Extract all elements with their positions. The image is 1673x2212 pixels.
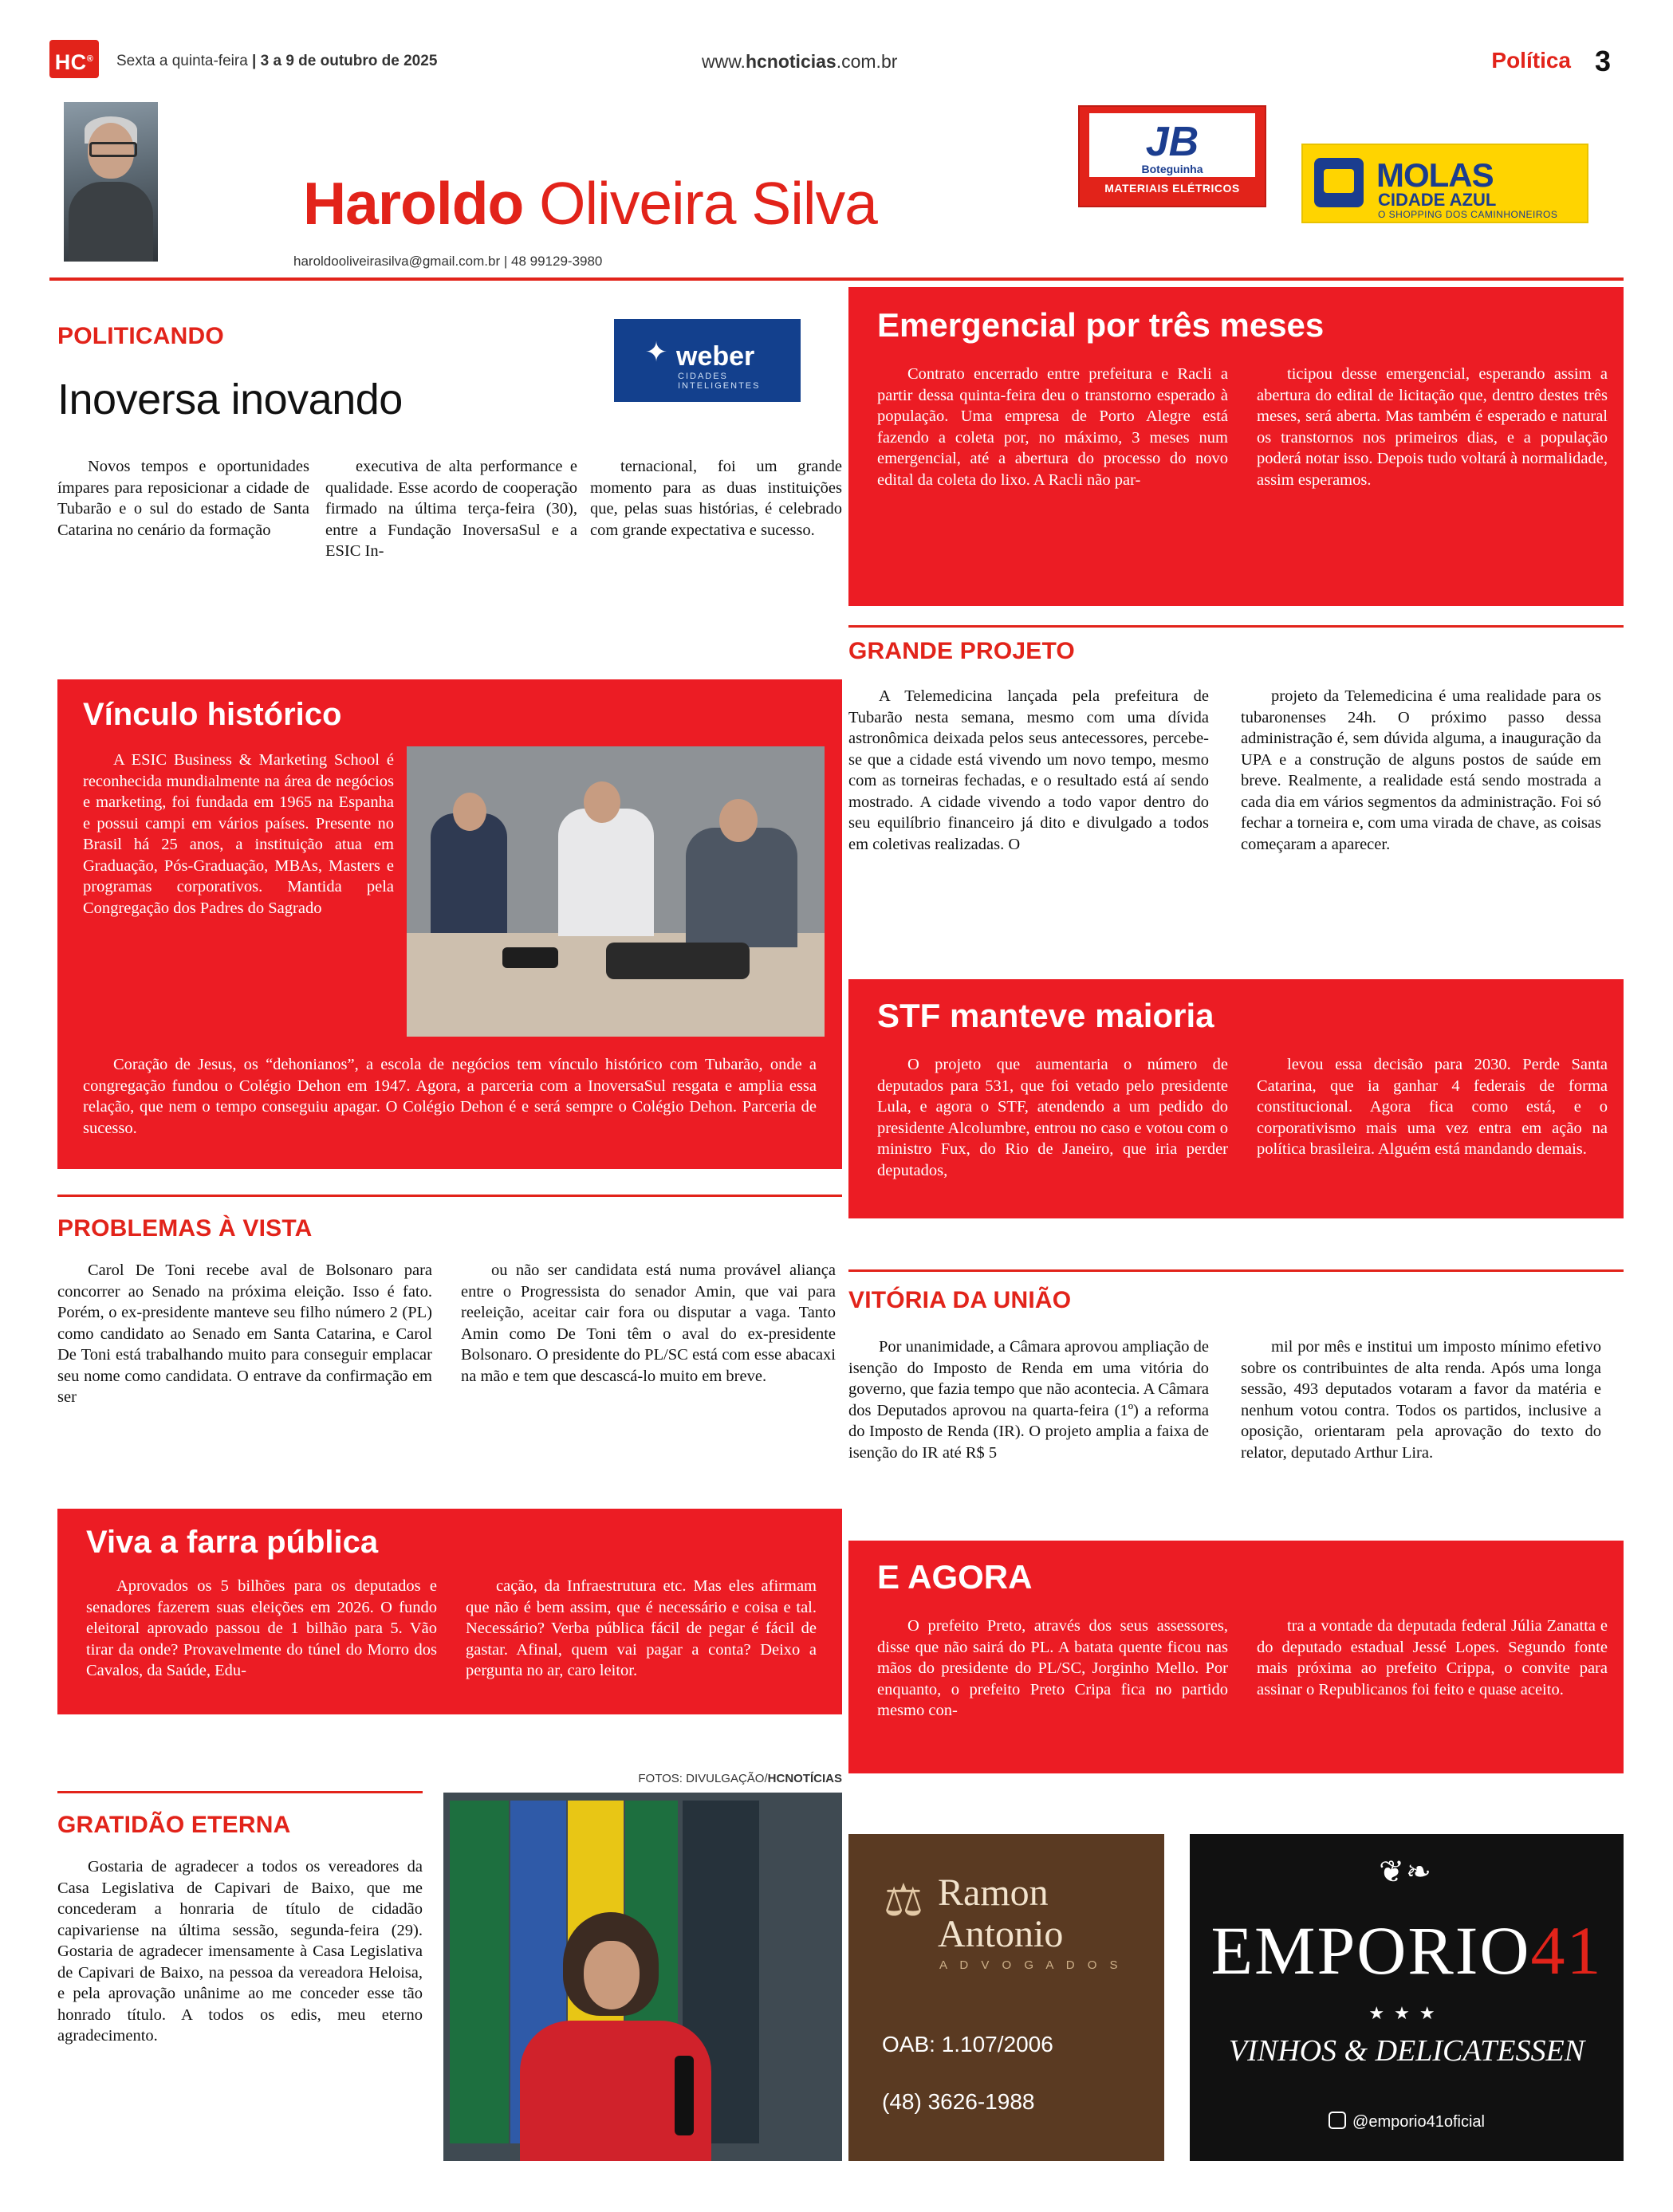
kicker-problemas-a-vista: PROBLEMAS À VISTA — [57, 1215, 313, 1242]
ad-jb-boteguinha[interactable] — [1078, 105, 1266, 207]
portrait-body — [69, 182, 153, 262]
stf-text-1: O projeto que aumentaria o número de deputados para 531, que foi vetado pelo presidente Lula, e agora o STF, atendendo a um pedido do presidente Alcolumbre, entrou no caso e votou com o ministro Fux, do Rio de Janeiro, que iria perder deputados, — [877, 1056, 1228, 1179]
box-vinculo-title: Vínculo histórico — [83, 697, 342, 732]
masthead — [0, 0, 1673, 120]
problemas-text-1: Carol De Toni recebe aval de Bolsonaro para concorrer ao Senado na próxima eleição. Isso é fato. Porém, o ex-presidente manteve seu filho número 2 (PL) como candidato ao Senado em Santa Catarina, e Carol De Toni está trabalhando muito para conseguir emplacar seu nome como candidata. O entrave da confirmação em ser — [57, 1261, 432, 1406]
farra-text-1: Aprovados os 5 bilhões para os deputados e senadores fazerem suas eleições em 2026. O fundo eleitoral aprovado passou de 1 bilhão para 5. Vão tirar da onde? Provavelmente do túnel do Morro dos Cavalos, da Saúde, Edu- — [86, 1577, 437, 1679]
divider-grande-projeto — [848, 625, 1624, 628]
instagram-icon — [1329, 2112, 1346, 2129]
photo-meeting — [407, 746, 825, 1037]
portrait-glasses — [89, 142, 137, 157]
ad-molas-title: MOLAS — [1376, 156, 1494, 194]
vitoria-column-1 — [848, 1336, 1209, 1463]
photo-credit — [443, 1772, 842, 1785]
box-viva-a-farra-publica — [57, 1509, 842, 1714]
issue-date — [116, 53, 437, 70]
box-eagora-column-1 — [877, 1616, 1228, 1722]
section-label: Política — [1491, 48, 1571, 73]
box-vinculo-text-wide — [83, 1054, 817, 1139]
ad-weber[interactable] — [614, 319, 801, 402]
box-stf-column-2 — [1257, 1054, 1608, 1160]
flourish-icon: ❦❧ — [1379, 1856, 1433, 1889]
box-farra-title: Viva a farra pública — [86, 1525, 379, 1560]
weber-icon: ✦ — [644, 338, 668, 368]
grande-column-2 — [1241, 686, 1601, 855]
box-emergencial-column-2 — [1257, 364, 1608, 490]
kicker-grande-projeto: GRANDE PROJETO — [848, 638, 1075, 664]
box-vinculo-text-narrow — [83, 750, 394, 919]
ad-ramon-name-2: Antonio — [938, 1913, 1064, 1955]
ad-jb-bottom: MATERIAIS ELÉTRICOS — [1104, 182, 1240, 195]
date-range: | 3 a 9 de outubro de 2025 — [252, 53, 438, 69]
ad-molas-icon — [1314, 158, 1364, 207]
box-emergencial — [848, 287, 1624, 606]
grande-text-2: projeto da Telemedicina é uma realidade para os tubaronenses 24h. O próximo passo dessa administração é, sem dúvida alguma, a inauguração da UPA e a construção de alguns postos de saúde em breve. Realmente, a realidade está sendo mostrada a cada dia em vários segmentos da administração. Foi só fechar a torneira e, com uma virada de chave, as coisas começaram a aparecer. — [1241, 687, 1601, 853]
ad-weber-sub: CIDADES INTELIGENTES — [678, 372, 761, 391]
divider-vitoria-da-uniao — [848, 1269, 1624, 1272]
ad-weber-name: weber — [676, 341, 755, 372]
eagora-text-1: O prefeito Preto, através dos seus assessores, disse que não sairá do PL. A batata quente ficou nas mãos do presidente do PL/SC, Jorginho Mello. Por enquanto, o prefeito Preto Cripa fica no partido mesmo con- — [877, 1617, 1228, 1719]
emergencial-text-2: ticipou desse emergencial, esperando assim a abertura do edital de licitação que, dentro destes três meses, será aberta. Mas também é esperado e natural os transtornos nos primeiros dias, e a população poderá notar isso. Depois tudo voltará à normalidade, assim esperamos. — [1257, 365, 1608, 489]
site-url-bold: hcnoticias — [745, 51, 836, 72]
divider-gratidao — [57, 1791, 423, 1793]
kicker-politicando: POLITICANDO — [57, 323, 224, 349]
vinculo-paragraph-1: A ESIC Business & Marketing School é reconhecida mundialmente na área de negócios e marketing, foi fundada em 1965 na Espanha e possui campi em vários países. Presente no Brasil há 25 anos, a instituição atua em Graduação, Pós-Graduação, MBAs, Masters e programas corporativos. Mantida pela Congregação dos Padres do Sagrado — [83, 751, 394, 917]
vinculo-paragraph-2: Coração de Jesus, os “dehonianos”, a escola de negócios tem vínculo histórico com Tubarão, onde a congregação fundou o Colégio Dehon em 1947. Agora, a parceria com a InoversaSul resgata e amplia essa relação, que nem o tempo conseguiu apagar. O Colégio Dehon é e será sempre o Colégio Dehon. Parceria de sucesso. — [83, 1056, 817, 1137]
ad-ramon-phone[interactable]: (48) 3626-1988 — [882, 2089, 1035, 2114]
ad-ramon-antonio-advogados[interactable] — [848, 1834, 1164, 2161]
photo-credit-prefix: FOTOS: DIVULGAÇÃO/ — [638, 1772, 768, 1785]
intro-text-2: executiva de alta performance e qualidade. Esse acordo de cooperação firmado na última terça-feira (30), entre a Fundação InoversaSul e a ESIC In- — [325, 458, 577, 560]
kicker-vitoria-da-uniao: VITÓRIA DA UNIÃO — [848, 1287, 1072, 1313]
ad-molas-cidade-azul[interactable] — [1301, 144, 1588, 223]
box-e-agora — [848, 1541, 1624, 1773]
ad-ramon-sub: A D V O G A D O S — [939, 1958, 1123, 1972]
article-intro-column-2 — [325, 456, 577, 562]
ad-emporio-name-number: 41 — [1530, 1912, 1603, 1989]
kicker-gratidao-eterna: GRATIDÃO ETERNA — [57, 1812, 291, 1838]
header-divider — [49, 277, 1624, 281]
scales-icon: ⚖ — [883, 1876, 924, 1926]
vitoria-text-2: mil por mês e institui um imposto mínimo efetivo sobre os contribuintes de alta renda. Após uma longa sessão, 493 deputados votaram a favor da matéria e nenhum votou contra. Todos os partidos, inclusive a oposição, orientaram pela aprovação do texto do relator, deputado Arthur Lira. — [1241, 1338, 1601, 1462]
box-vinculo-historico — [57, 679, 842, 1169]
grande-text-1: A Telemedicina lançada pela prefeitura de Tubarão nesta semana, mesmo com uma dívida astronômica deixada pelos seus antecessores, percebe-se que a cidade está vivendo um novo tempo, mesmo com as torneiras fechadas, e o resultado está aí sendo mostrado. A cidade vivendo a todo vapor dentro do seu equilíbrio financeiro já dito e divulgado a todos em coletivas realizadas. O — [848, 687, 1209, 853]
stf-text-2: levou essa decisão para 2030. Perde Santa Catarina, que ia ganhar 4 federais de forma constitucional. Agora fica como está, e o corporativismo mais uma vez entra em ação na política brasileira. Alguém está mandando demais. — [1257, 1056, 1608, 1158]
problemas-column-1 — [57, 1260, 432, 1408]
article-intro-column-1 — [57, 456, 309, 541]
hc-logo: HC® — [49, 40, 99, 78]
ad-emporio-41[interactable] — [1190, 1834, 1624, 2161]
box-eagora-title: E AGORA — [877, 1558, 1033, 1596]
farra-text-2: cação, da Infraestrutura etc. Mas eles afirmam que não é bem assim, que é necessário e coisa e tal. Necessário? Verba pública fácil de pegar é fácil de gastar. Afinal, quem vai pagar a conta? Deixo a pergunta no ar, caro leitor. — [466, 1577, 817, 1679]
vitoria-column-2 — [1241, 1336, 1601, 1463]
problemas-column-2 — [461, 1260, 836, 1387]
ad-jb-mark: JB — [1145, 119, 1199, 165]
ad-emporio-name — [1190, 1911, 1624, 1990]
intro-text-1: Novos tempos e oportunidades ímpares para reposicionar a cidade de Tubarão e o sul do estado de Santa Catarina no cenário da formação — [57, 458, 309, 539]
ad-emporio-handle: @emporio41oficial — [1352, 2113, 1485, 2131]
box-stf-manteve-maioria — [848, 979, 1624, 1218]
box-emergencial-title: Emergencial por três meses — [877, 306, 1325, 344]
box-stf-title: STF manteve maioria — [877, 997, 1214, 1034]
gratidao-text: Gostaria de agradecer a todos os vereadores da Casa Legislativa de Capivari de Baixo, que me concederam a honraria de título de cidadão capivariense na última sessão, segunda-feira (29). Gostaria de agradecer imensamente à Casa Legislativa de Capivari de Baixo, na pessoa da vereadora Heloisa, e pela aprovação unânime ao me conceder esse tão honrado título. A todos os edis, meu eterno agradecimento. — [57, 1858, 423, 2045]
ad-emporio-social[interactable] — [1190, 2112, 1624, 2131]
column-byline — [303, 169, 877, 238]
hc-logo-text: HC — [54, 50, 87, 74]
site-url-suffix: .com.br — [836, 51, 898, 72]
divider-problemas — [57, 1195, 842, 1197]
ad-jb-inner — [1089, 113, 1255, 177]
site-url-prefix: www. — [702, 51, 746, 72]
headline-inoversa: Inoversa inovando — [57, 376, 403, 423]
stars-icon: ★★★ — [1368, 2003, 1445, 2023]
eagora-text-2: tra a vontade da deputada federal Júlia Zanatta e do deputado estadual Jessé Lopes. Segundo fonte mais próxima ao prefeito Crippa, o convite para assinar o Republicanos foi feito e quase aceito. — [1257, 1617, 1608, 1698]
ad-ramon-name-1: Ramon — [938, 1872, 1049, 1914]
box-farra-column-1 — [86, 1576, 437, 1682]
gratidao-body — [57, 1856, 423, 2047]
ad-molas-sub: CIDADE AZUL — [1378, 190, 1497, 210]
emergencial-text-1: Contrato encerrado entre prefeitura e Racli a partir dessa quinta-feira deu o transtorno esperado à população. Uma empresa de Porto Alegre está fazendo a coleta por, no máximo, 3 meses num emergencial, até a abertura do processo do novo edital da coleta do lixo. A Racli não par- — [877, 365, 1228, 489]
article-intro-column-3 — [590, 456, 842, 541]
problemas-text-2: ou não ser candidata está numa provável aliança entre o Progressista do senador Amin, que vai para reeleição, aceitar cair fora ou disputar a vaga. Tanto Amin como De Toni têm o aval do ex-presidente Bolsonaro. O presidente do PL/SC está com esse abacaxi na mão e tem que descascá-lo muito em breve. — [461, 1261, 836, 1385]
grande-column-1 — [848, 686, 1209, 855]
date-prefix: Sexta a quinta-feira — [116, 53, 248, 69]
intro-text-3: ternacional, foi um grande momento para as duas instituições que, pelas suas histórias, é celebrado com grande expectativa e sucesso. — [590, 458, 842, 539]
ad-emporio-name-main: EMPORIO — [1210, 1912, 1531, 1989]
box-eagora-column-2 — [1257, 1616, 1608, 1700]
ad-ramon-oab: OAB: 1.107/2006 — [882, 2032, 1053, 2057]
byline-contact: haroldooliveirasilva@gmail.com.br | 48 99129-3980 — [293, 254, 603, 269]
box-emergencial-column-1 — [877, 364, 1228, 490]
ad-molas-tag: O SHOPPING DOS CAMINHONEIROS — [1378, 209, 1558, 220]
page-number: 3 — [1594, 45, 1611, 77]
byline-last-name: Oliveira Silva — [523, 170, 877, 237]
site-url[interactable] — [702, 51, 897, 73]
box-stf-column-1 — [877, 1054, 1228, 1181]
author-portrait — [64, 102, 158, 262]
photo-vereadora — [443, 1793, 842, 2161]
photo-credit-source: HCNOTÍCIAS — [767, 1772, 842, 1785]
ad-jb-sub: Boteguinha — [1141, 163, 1203, 175]
ad-emporio-tagline: VINHOS & DELICATESSEN — [1228, 2034, 1585, 2068]
box-farra-column-2 — [466, 1576, 817, 1682]
byline-first-name: Haroldo — [303, 170, 524, 237]
vitoria-text-1: Por unanimidade, a Câmara aprovou ampliação de isenção do Imposto de Renda em uma vitória do governo, que fazia tempo que não acontecia. A Câmara dos Deputados aprovou na quarta-feira (1º) a reforma do Imposto de Renda (IR). O projeto amplia a faixa de isenção do IR até R$ 5 — [848, 1338, 1209, 1462]
